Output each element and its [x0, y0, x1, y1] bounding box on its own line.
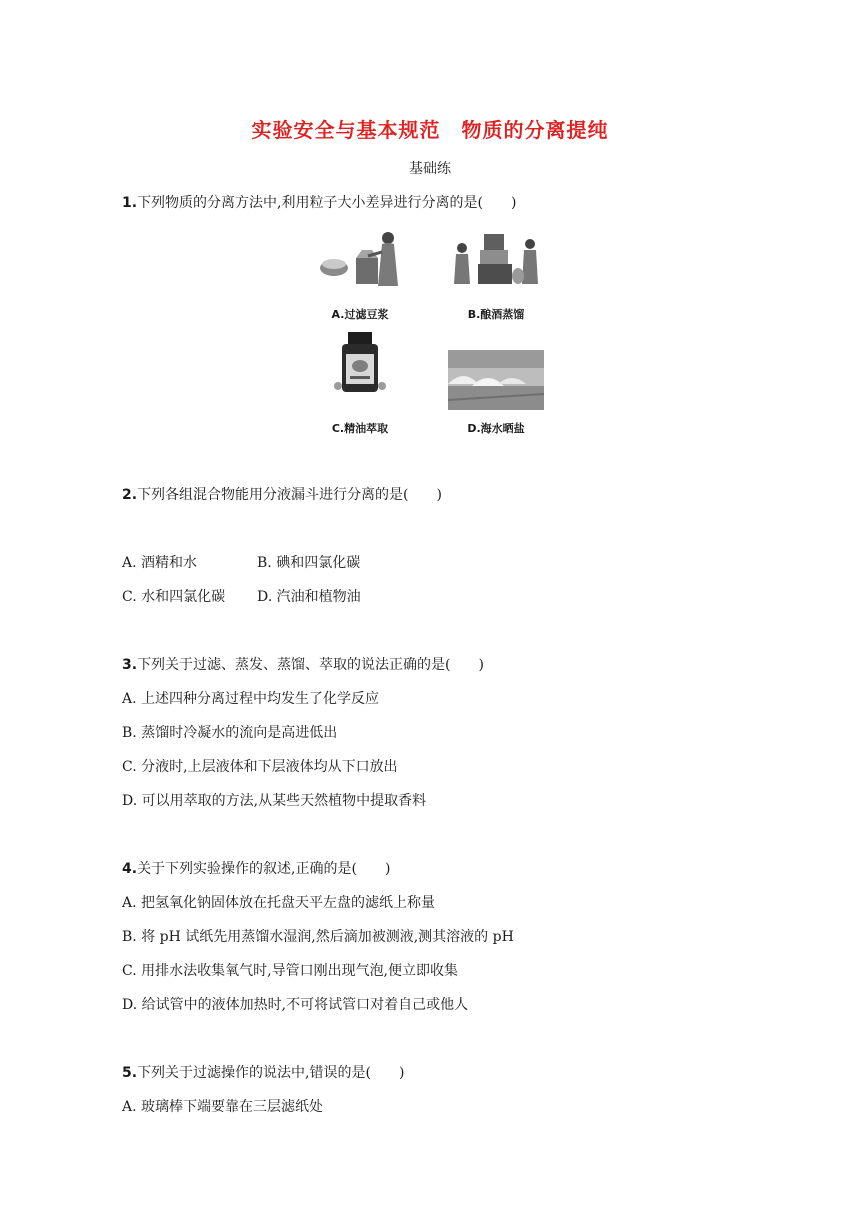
figure-caption-b: B.酿酒蒸馏 [467, 308, 525, 321]
question-4 [122, 858, 390, 878]
wine-distilling-illustration [448, 228, 544, 288]
figure-caption-a: A.过滤豆浆 [331, 308, 389, 321]
question-number: 2. [122, 487, 138, 503]
figure-caption-d: D.海水晒盐 [467, 422, 525, 435]
question-stem: 下列各组混合物能用分液漏斗进行分离的是( ) [137, 487, 442, 503]
option-c: C. 分液时,上层液体和下层液体均从下口放出 [122, 759, 398, 775]
option-a: A. 把氢氧化钠固体放在托盘天平左盘的滤纸上称量 [122, 895, 436, 911]
question-3 [122, 654, 484, 674]
sea-salt-fields-photo [448, 350, 544, 410]
option-a: A. 玻璃棒下端要靠在三层滤纸处 [122, 1099, 324, 1115]
question-number: 3. [122, 657, 138, 673]
option-c: C. 水和四氯化碳 [122, 589, 226, 605]
question-stem: 下列关于过滤、蒸发、蒸馏、萃取的说法正确的是( ) [137, 657, 484, 673]
section-subtitle: 基础练 [409, 161, 451, 177]
option-b: B. 碘和四氯化碳 [257, 555, 361, 571]
option-d: D. 汽油和植物油 [257, 589, 361, 605]
question-stem: 关于下列实验操作的叙述,正确的是( ) [137, 861, 391, 877]
question-1 [122, 192, 516, 212]
option-b: B. 将 pH 试纸先用蒸馏水湿润,然后滴加被测液,测其溶液的 pH [122, 929, 514, 945]
question-5 [122, 1062, 404, 1082]
figure-caption-c: C.精油萃取 [331, 422, 389, 435]
essential-oil-bottle-photo [312, 332, 408, 392]
option-d: D. 可以用萃取的方法,从某些天然植物中提取香料 [122, 793, 427, 809]
question-2 [122, 484, 442, 504]
question-number: 5. [122, 1065, 138, 1081]
question-stem: 下列关于过滤操作的说法中,错误的是( ) [137, 1065, 405, 1081]
tofu-filtering-illustration [312, 228, 408, 288]
question-number: 1. [122, 195, 138, 211]
option-a: A. 酒精和水 [122, 555, 198, 571]
option-c: C. 用排水法收集氧气时,导管口刚出现气泡,便立即收集 [122, 963, 459, 979]
option-d: D. 给试管中的液体加热时,不可将试管口对着自己或他人 [122, 997, 469, 1013]
question-stem: 下列物质的分离方法中,利用粒子大小差异进行分离的是( ) [137, 195, 517, 211]
page-title: 实验安全与基本规范 物质的分离提纯 [251, 118, 609, 142]
option-b: B. 蒸馏时冷凝水的流向是高进低出 [122, 725, 338, 741]
option-a: A. 上述四种分离过程中均发生了化学反应 [122, 691, 380, 707]
question-number: 4. [122, 861, 138, 877]
